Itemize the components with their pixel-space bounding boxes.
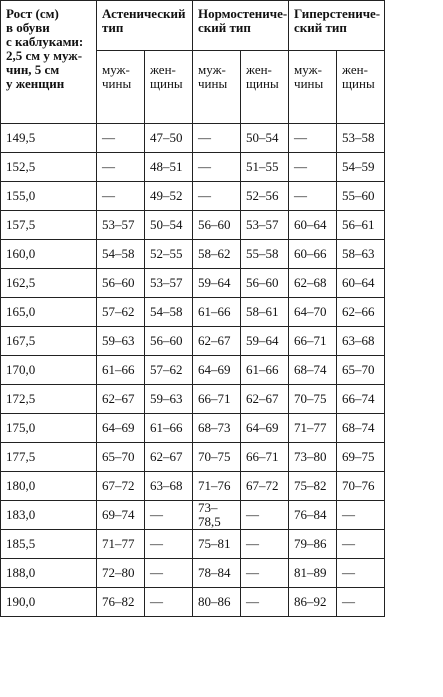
height-cell: 175,0 (1, 414, 97, 443)
women-weight-cell: — (241, 559, 289, 588)
height-column-header (1, 1, 97, 124)
men-weight-cell: — (97, 124, 145, 153)
men-weight-cell: — (193, 153, 241, 182)
women-weight-cell: — (145, 588, 193, 617)
height-cell: 162,5 (1, 269, 97, 298)
men-weight-cell: 68–74 (289, 356, 337, 385)
table-row (1, 240, 443, 269)
women-weight-cell: 64–69 (241, 414, 289, 443)
men-weight-cell: 64–69 (193, 356, 241, 385)
women-weight-cell: 47–50 (145, 124, 193, 153)
women-weight-cell: — (337, 559, 385, 588)
women-weight-cell: 66–74 (337, 385, 385, 414)
women-weight-cell: 59–63 (145, 385, 193, 414)
men-weight-cell: 75–81 (193, 530, 241, 559)
men-weight-cell: 62–67 (193, 327, 241, 356)
type-header-line: ский тип (198, 20, 251, 35)
height-cell: 160,0 (1, 240, 97, 269)
men-weight-cell: 71–77 (289, 414, 337, 443)
height-cell: 185,5 (1, 530, 97, 559)
women-weight-cell: — (145, 501, 193, 530)
women-header-line: жен- (246, 62, 272, 77)
men-weight-cell: 68–73 (193, 414, 241, 443)
table-row (1, 530, 443, 559)
women-header-line: жен- (342, 62, 368, 77)
men-header (193, 51, 241, 124)
men-weight-cell: — (289, 153, 337, 182)
women-header (337, 51, 385, 124)
men-weight-cell: 53–57 (97, 211, 145, 240)
table-row (1, 559, 443, 588)
men-weight-cell: 57–62 (97, 298, 145, 327)
height-cell: 183,0 (1, 501, 97, 530)
women-weight-cell: 58–61 (241, 298, 289, 327)
women-weight-cell: 48–51 (145, 153, 193, 182)
women-weight-cell: 62–66 (337, 298, 385, 327)
men-weight-cell: 60–64 (289, 211, 337, 240)
table-row (1, 443, 443, 472)
table-row (1, 153, 443, 182)
men-weight-cell: 61–66 (193, 298, 241, 327)
men-weight-cell: 65–70 (97, 443, 145, 472)
men-weight-cell: 64–69 (97, 414, 145, 443)
women-weight-cell: 61–66 (145, 414, 193, 443)
women-weight-cell: 54–59 (337, 153, 385, 182)
men-weight-cell: 73–78,5 (193, 501, 241, 530)
women-weight-cell: 63–68 (337, 327, 385, 356)
table-row (1, 588, 443, 617)
type-header-line: Гиперстениче- (294, 6, 381, 21)
men-weight-cell: 73–80 (289, 443, 337, 472)
height-cell: 180,0 (1, 472, 97, 501)
women-weight-cell: 70–76 (337, 472, 385, 501)
hypersthenic-type-header (289, 1, 385, 51)
height-cell: 157,5 (1, 211, 97, 240)
men-weight-cell: 71–76 (193, 472, 241, 501)
men-weight-cell: 56–60 (97, 269, 145, 298)
women-header (241, 51, 289, 124)
women-weight-cell: 63–68 (145, 472, 193, 501)
women-weight-cell: 49–52 (145, 182, 193, 211)
table-row (1, 182, 443, 211)
women-weight-cell: — (337, 501, 385, 530)
height-header-line: Рост (см) (6, 6, 59, 21)
men-weight-cell: 62–67 (97, 385, 145, 414)
women-header-line: щины (150, 76, 183, 91)
men-weight-cell: — (97, 182, 145, 211)
women-weight-cell: — (145, 530, 193, 559)
women-weight-cell: 60–64 (337, 269, 385, 298)
women-weight-cell: — (241, 588, 289, 617)
women-weight-cell: 56–60 (241, 269, 289, 298)
women-header-line: щины (342, 76, 375, 91)
men-header-line: чины (294, 76, 324, 91)
table-header (1, 1, 443, 124)
men-weight-cell: 70–75 (289, 385, 337, 414)
women-weight-cell: 69–75 (337, 443, 385, 472)
men-weight-cell: 86–92 (289, 588, 337, 617)
men-header-line: муж- (294, 62, 322, 77)
women-weight-cell: 68–74 (337, 414, 385, 443)
height-header-line: 2,5 см у муж- (6, 48, 83, 63)
men-weight-cell: 80–86 (193, 588, 241, 617)
height-cell: 190,0 (1, 588, 97, 617)
women-header-line: щины (246, 76, 279, 91)
women-weight-cell: 50–54 (145, 211, 193, 240)
height-cell: 177,5 (1, 443, 97, 472)
men-weight-cell: 56–60 (193, 211, 241, 240)
type-header-line: Астенический (102, 6, 186, 21)
height-cell: 152,5 (1, 153, 97, 182)
men-header (97, 51, 145, 124)
table-row (1, 356, 443, 385)
women-weight-cell: 58–63 (337, 240, 385, 269)
men-weight-cell: — (97, 153, 145, 182)
women-weight-cell: 54–58 (145, 298, 193, 327)
women-weight-cell: 56–60 (145, 327, 193, 356)
women-weight-cell: 52–56 (241, 182, 289, 211)
women-weight-cell: 55–58 (241, 240, 289, 269)
type-header-line: Нормостениче- (198, 6, 288, 21)
men-header-line: муж- (198, 62, 226, 77)
men-weight-cell: 81–89 (289, 559, 337, 588)
women-weight-cell: 53–57 (241, 211, 289, 240)
men-weight-cell: 70–75 (193, 443, 241, 472)
table-row (1, 298, 443, 327)
table-row (1, 472, 443, 501)
height-cell: 188,0 (1, 559, 97, 588)
height-cell: 149,5 (1, 124, 97, 153)
women-weight-cell: 62–67 (241, 385, 289, 414)
height-header-line: чин, 5 см (6, 62, 60, 77)
women-weight-cell: 61–66 (241, 356, 289, 385)
men-weight-cell: 58–62 (193, 240, 241, 269)
women-header (145, 51, 193, 124)
men-weight-cell: 69–74 (97, 501, 145, 530)
women-weight-cell: 62–67 (145, 443, 193, 472)
asthenic-type-header (97, 1, 193, 51)
women-weight-cell: 59–64 (241, 327, 289, 356)
table-row (1, 269, 443, 298)
table-row (1, 385, 443, 414)
table-row (1, 211, 443, 240)
men-weight-cell: 66–71 (289, 327, 337, 356)
table-row (1, 124, 443, 153)
women-weight-cell: — (241, 530, 289, 559)
table-row (1, 414, 443, 443)
height-cell: 155,0 (1, 182, 97, 211)
men-weight-cell: — (289, 182, 337, 211)
women-weight-cell: — (241, 501, 289, 530)
women-weight-cell: 52–55 (145, 240, 193, 269)
women-weight-cell: — (337, 588, 385, 617)
men-header (289, 51, 337, 124)
height-cell: 172,5 (1, 385, 97, 414)
men-weight-cell: 54–58 (97, 240, 145, 269)
women-weight-cell: 56–61 (337, 211, 385, 240)
women-weight-cell: 53–58 (337, 124, 385, 153)
men-weight-cell: 79–86 (289, 530, 337, 559)
table-body (1, 124, 443, 617)
women-header-line: жен- (150, 62, 176, 77)
women-weight-cell: 65–70 (337, 356, 385, 385)
men-weight-cell: 76–82 (97, 588, 145, 617)
women-weight-cell: 67–72 (241, 472, 289, 501)
women-weight-cell: — (145, 559, 193, 588)
men-header-line: муж- (102, 62, 130, 77)
men-weight-cell: 78–84 (193, 559, 241, 588)
type-header-line: ский тип (294, 20, 347, 35)
normosthenic-type-header (193, 1, 289, 51)
men-weight-cell: 59–64 (193, 269, 241, 298)
women-weight-cell: 57–62 (145, 356, 193, 385)
height-cell: 167,5 (1, 327, 97, 356)
men-weight-cell: 75–82 (289, 472, 337, 501)
height-cell: 165,0 (1, 298, 97, 327)
women-weight-cell: — (337, 530, 385, 559)
women-weight-cell: 51–55 (241, 153, 289, 182)
men-weight-cell: — (193, 182, 241, 211)
women-weight-cell: 53–57 (145, 269, 193, 298)
men-header-line: чины (102, 76, 132, 91)
men-weight-cell: — (289, 124, 337, 153)
table-row (1, 327, 443, 356)
men-weight-cell: 64–70 (289, 298, 337, 327)
height-header-line: в обуви (6, 20, 50, 35)
men-weight-cell: 61–66 (97, 356, 145, 385)
women-weight-cell: 55–60 (337, 182, 385, 211)
height-header-line: с каблуками: (6, 34, 84, 49)
men-weight-cell: 66–71 (193, 385, 241, 414)
type-header-line: тип (102, 20, 124, 35)
height-header-line: у женщин (6, 76, 65, 91)
men-weight-cell: 72–80 (97, 559, 145, 588)
men-weight-cell: 60–66 (289, 240, 337, 269)
men-header-line: чины (198, 76, 228, 91)
women-weight-cell: 50–54 (241, 124, 289, 153)
height-cell: 170,0 (1, 356, 97, 385)
men-weight-cell: 62–68 (289, 269, 337, 298)
table-row (1, 501, 443, 530)
women-weight-cell: 66–71 (241, 443, 289, 472)
men-weight-cell: 67–72 (97, 472, 145, 501)
men-weight-cell: — (193, 124, 241, 153)
men-weight-cell: 71–77 (97, 530, 145, 559)
men-weight-cell: 59–63 (97, 327, 145, 356)
men-weight-cell: 76–84 (289, 501, 337, 530)
